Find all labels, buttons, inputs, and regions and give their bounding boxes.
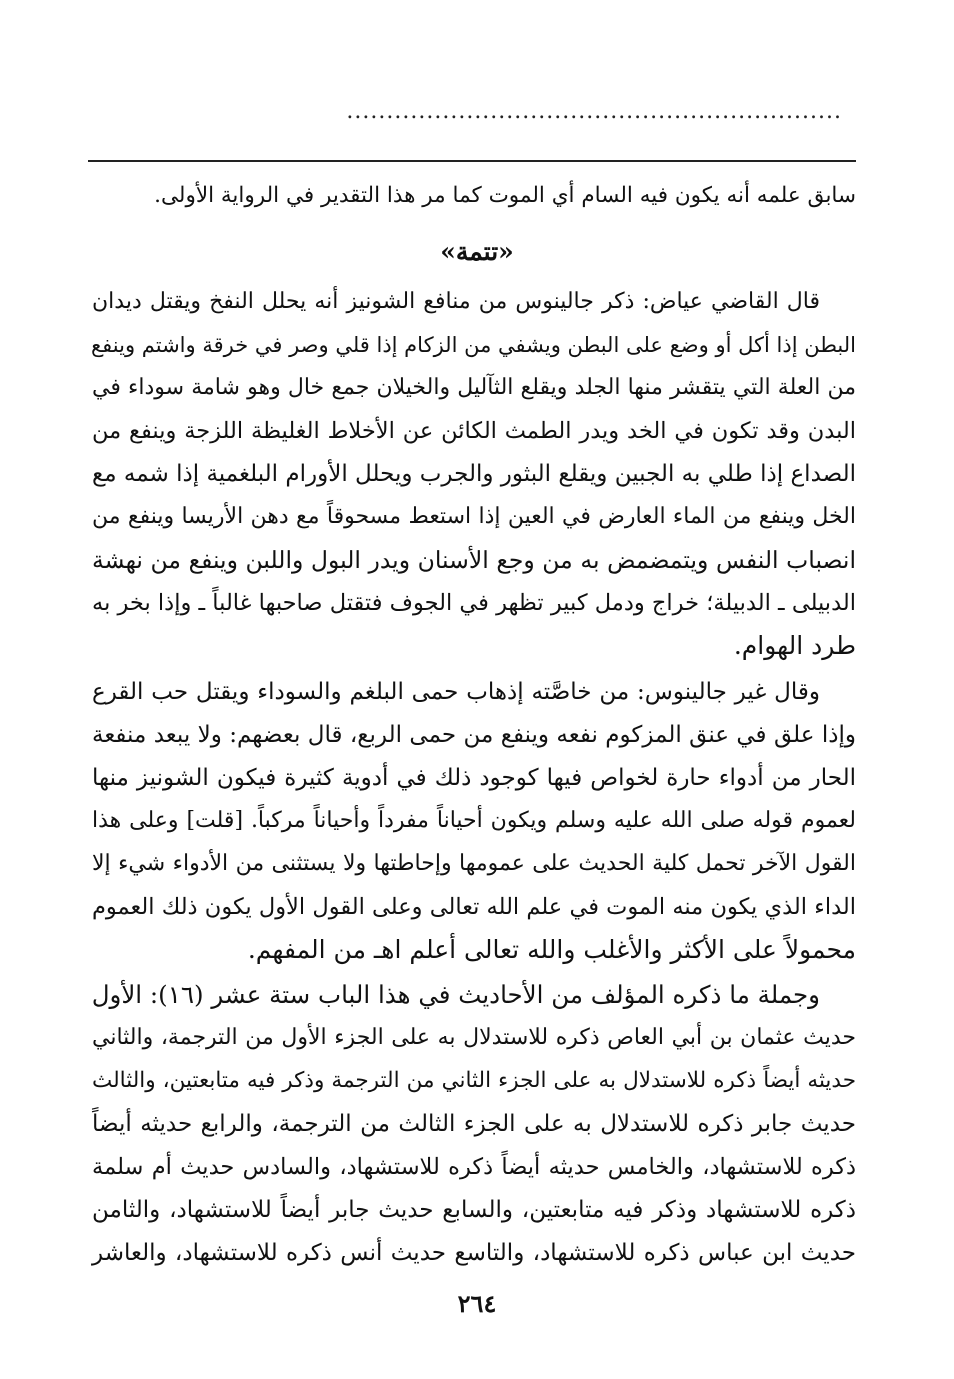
text-line: الخل وينفع من الماء العارض في العين إذا استعط مسحوقاً مع دهن الأريسا وينفع من: [92, 504, 856, 529]
text-line: حديث عثمان بن أبي العاص ذكره للاستدلال به على الجزء الأول من الترجمة، والثاني: [92, 1025, 856, 1050]
section-title: «تتمة»: [440, 237, 514, 266]
dotted-separator: ..............................................................: [346, 102, 842, 122]
text-line: قال القاضي عياض: ذكر جالينوس من منافع الشونيز أنه يحلل النفخ ويقتل ديدان: [92, 289, 820, 314]
text-line: الصداع إذا طلي به الجبين ويقلع البثور والجرب ويحلل الأورام البلغمية إذا شمه مع: [92, 461, 856, 487]
text-line: حديثه أيضاً ذكره للاستدلال به على الجزء الثاني من الترجمة وذكر فيه متابعتين، والثالث: [92, 1068, 856, 1093]
text-line: حديث ابن عباس ذكره للاستشهاد، والتاسع حديث أنس ذكره للاستشهاد، والعاشر: [92, 1240, 856, 1266]
text-line: الحار من أدواء حارة لخواص فيها كوجود ذلك في أدوية كثيرة فيكون الشونيز منها: [92, 765, 856, 791]
text-line: ذكره للاستشهاد وذكر فيه متابعتين، والسابع حديث جابر أيضاً للاستشهاد، والثامن: [92, 1197, 856, 1223]
text-line: من العلة التي يتقشر منها الجلد ويقلع الثآليل والخيلان جمع خال وهو شامة سوداء في: [92, 375, 856, 400]
text-line: حديث جابر ذكره للاستدلال به على الجزء الثالث من الترجمة، والرابع حديثه أيضاً: [92, 1111, 856, 1137]
text-line: الداء الذي يكون منه الموت في علم الله تعالى وعلى القول الأول يكون ذلك العموم: [92, 894, 856, 920]
text-line: وإذا علق في عنق المزكوم نفعه وينفع من حمى الربع، قال بعضهم: ولا يبعد منفعة: [92, 722, 856, 748]
text-line: طرد الهوام.: [733, 631, 856, 660]
text-line: وقال غير جالينوس: من خاصَّته إذهاب حمى البلغم والسوداء ويقتل حب القرع: [92, 679, 820, 705]
top-line: سابق علمه أنه يكون فيه السام أي الموت كما مر هذا التقدير في الرواية الأولى.: [154, 183, 856, 208]
text-line: لعموم قوله صلى الله عليه وسلم ويكون أحياناً مفرداً وأحياناً مركباً. [قلت] وعلى هذا: [92, 808, 856, 833]
text-line: البطن إذا أكل أو وضع على البطن ويشفي من الزكام إذا قلي وصر في خرقة واشتم وينفع: [90, 333, 856, 357]
text-line: البدن وقد تكون في الخد ويدر الطمث الكائن عن الأخلاط الغليظة اللزجة وينفع من: [92, 418, 856, 444]
text-line: انصباب النفس ويتمضمض به من وجع الأسنان ويدر البول واللبن وينفع من نهشة: [92, 546, 856, 574]
text-line: محمولاً على الأكثر والأغلب والله تعالى أعلم اهـ من المفهم.: [247, 935, 856, 964]
text-line: الدبيلى ـ الدبيلة؛ خراج ودمل كبير تظهر في الجوف فتقتل صاحبها غالباً ـ وإذا بخر به: [92, 590, 856, 616]
footnote-rule: [88, 160, 856, 162]
page-number: ٢٦٤: [457, 1289, 497, 1318]
text-line: ذكره للاستشهاد، والخامس حديثه أيضاً ذكره للاستشهاد، والسادس حديث أم سلمة: [92, 1154, 856, 1180]
text-line: وجملة ما ذكره المؤلف من الأحاديث في هذا الباب ستة عشر (١٦): الأول: [91, 980, 820, 1009]
text-line: القول الآخر تحمل كلية الحديث على عمومها وإحاطتها ولا يستثنى من الأدواء شيء إلا: [92, 851, 856, 876]
